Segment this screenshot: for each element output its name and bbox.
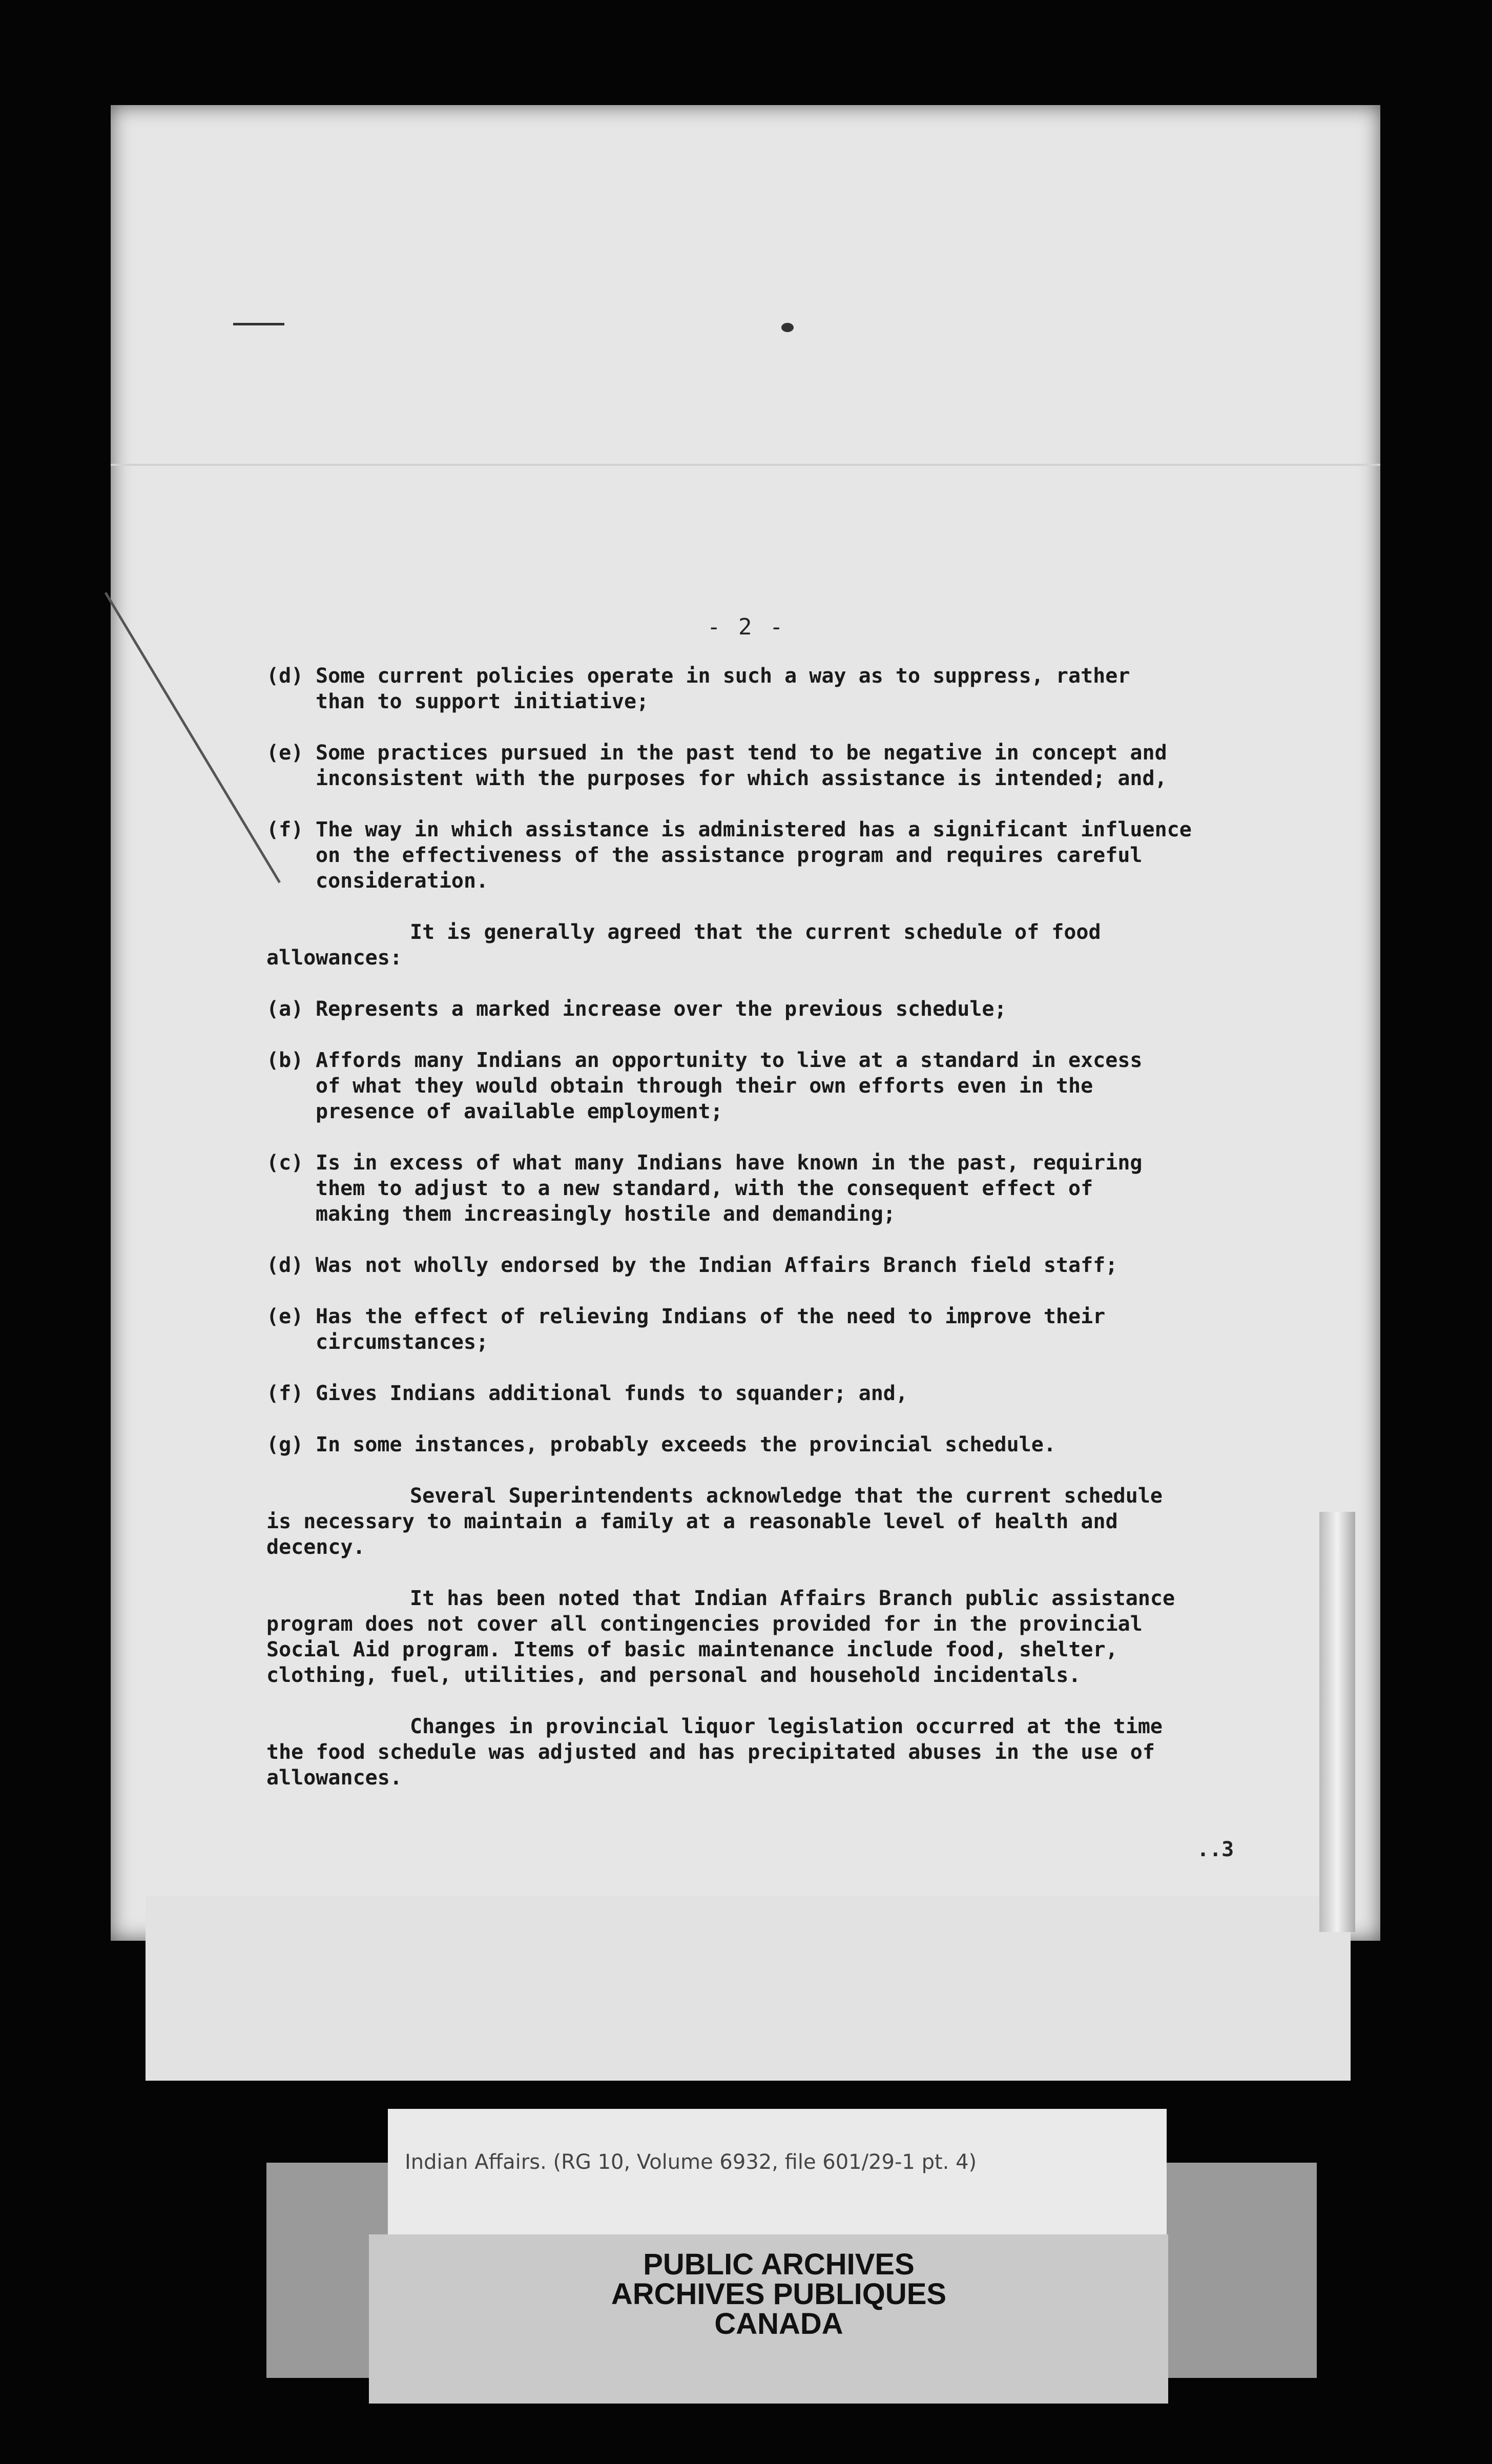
paragraph-assistance-program: It has been noted that Indian Affairs Branch public assistance program does not cover all contingencies provided for in the provincial Social Aid program. Items of basic maintenance include food, shelter, clothing, fuel, utilities, and personal and household incidentals. xyxy=(266,1587,1175,1687)
item-text: Affords many Indians an opportunity to live at a standard in excess of what they would obtain through their own efforts even in the presence of available employment; xyxy=(316,1049,1143,1123)
archives-stamp xyxy=(548,2250,1009,2339)
item-letter: (d) xyxy=(266,664,304,688)
dash-mark xyxy=(233,323,284,325)
item-text: Some practices pursued in the past tend to be negative in concept and inconsistent with the purposes for which assistance is intended; and, xyxy=(316,741,1167,790)
paragraph-liquor-legislation: Changes in provincial liquor legislation occurred at the time the food schedule was adjusted and has precipitated abuses in the use of allowances. xyxy=(266,1715,1163,1790)
archive-label: Indian Affairs. (RG 10, Volume 6932, file 601/29-1 pt. 4) xyxy=(405,2150,977,2174)
item-text: Some current policies operate in such a way as to suppress, rather than to support initiative; xyxy=(316,664,1130,713)
list-item xyxy=(266,1252,1271,1278)
intro-paragraph: It is generally agreed that the current schedule of food allowances: xyxy=(266,920,1101,970)
fold-line xyxy=(111,464,1380,466)
stamp-line-3: CANADA xyxy=(714,2307,843,2340)
page-continuation: ..3 xyxy=(1197,1838,1234,1861)
page-number: - 2 - xyxy=(707,614,785,640)
stamp-line-1: PUBLIC ARCHIVES xyxy=(643,2248,915,2281)
list-item xyxy=(266,817,1271,894)
stamp-line-2: ARCHIVES PUBLIQUES xyxy=(611,2277,947,2311)
speck-mark xyxy=(781,323,794,332)
list-item xyxy=(266,740,1271,791)
item-text: Has the effect of relieving Indians of the need to improve their circumstances; xyxy=(316,1305,1106,1354)
item-text: The way in which assistance is administered has a significant influence on the effectiveness of the assistance program and requires careful consideration. xyxy=(316,818,1192,893)
item-text: In some instances, probably exceeds the provincial schedule. xyxy=(316,1433,1056,1456)
item-text: Represents a marked increase over the previous schedule; xyxy=(316,997,1007,1021)
item-text: Was not wholly endorsed by the Indian Affairs Branch field staff; xyxy=(316,1254,1118,1277)
list-item xyxy=(266,1048,1271,1124)
paragraph-superintendents: Several Superintendents acknowledge that the current schedule is necessary to maintain a family at a reasonable level of health and decency. xyxy=(266,1484,1163,1559)
list-item xyxy=(266,1432,1271,1457)
document-body xyxy=(266,663,1271,1816)
item-letter: (g) xyxy=(266,1433,304,1456)
item-letter: (a) xyxy=(266,997,304,1021)
item-letter: (b) xyxy=(266,1049,304,1072)
item-letter: (e) xyxy=(266,1305,304,1328)
underlying-sheet xyxy=(146,1896,1351,2081)
item-letter: (f) xyxy=(266,818,304,841)
list-item xyxy=(266,1150,1271,1227)
item-text: Gives Indians additional funds to squander; and, xyxy=(316,1382,908,1405)
list-item xyxy=(266,1381,1271,1406)
item-letter: (d) xyxy=(266,1254,304,1277)
tape-strip xyxy=(1319,1512,1355,1932)
list-item xyxy=(266,663,1271,714)
findings-list xyxy=(266,663,1271,894)
list-item xyxy=(266,1304,1271,1355)
food-allowance-list xyxy=(266,996,1271,1457)
list-item xyxy=(266,996,1271,1022)
item-text: Is in excess of what many Indians have known in the past, requiring them to adjust to a new standard, with the consequent effect of making them increasingly hostile and demanding; xyxy=(316,1151,1143,1226)
item-letter: (f) xyxy=(266,1382,304,1405)
item-letter: (e) xyxy=(266,741,304,765)
item-letter: (c) xyxy=(266,1151,304,1175)
